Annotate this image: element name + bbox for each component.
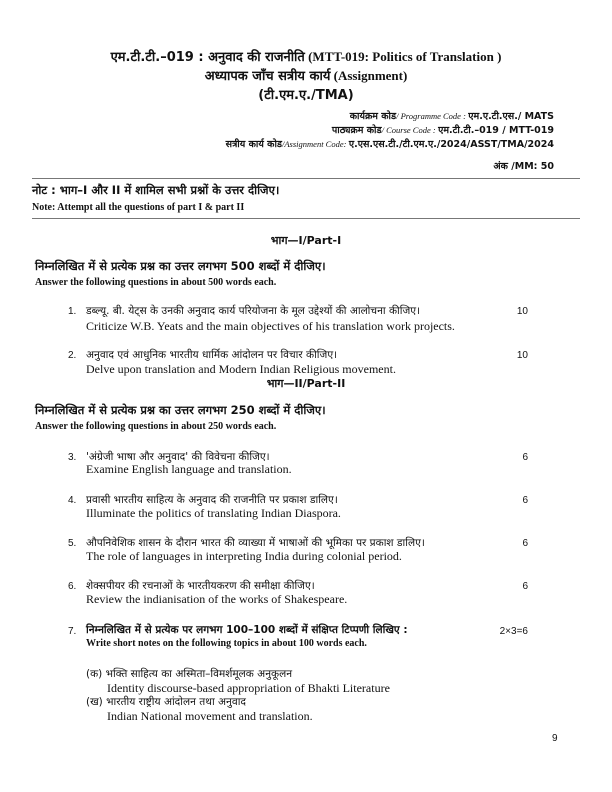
question-english: Delve upon translation and Modern Indian Religious movement.	[86, 362, 396, 376]
question-marks: 10	[516, 350, 528, 361]
question-number: 6.	[68, 581, 77, 592]
question-hindi: 'अंग्रेजी भाषा और अनुवाद' की विवेचना कीजिए।	[86, 451, 270, 463]
question-number: 2.	[68, 350, 77, 361]
question-number: 1.	[68, 306, 77, 317]
question-marks: 2×3=6	[499, 626, 528, 637]
course-label-english: / Course Code :	[381, 125, 436, 135]
document-title	[0, 47, 612, 65]
assignment-code	[226, 137, 554, 150]
question-marks: 6	[522, 495, 528, 506]
short-note-item-hindi: (क) भक्ति साहित्य का अस्मिता–विमर्शमूलक अनुकूलन	[86, 668, 293, 680]
title-english: (MTT-019: Politics of Translation )	[308, 49, 502, 64]
course-label-hindi: पाठ्यक्रम कोड	[331, 125, 382, 136]
programme-label-english: / Programme Code :	[396, 111, 466, 121]
question-number: 5.	[68, 538, 77, 549]
question-english: Examine English language and translation.	[86, 462, 292, 476]
course-code	[332, 123, 554, 136]
question-english: Illuminate the politics of translating Indian Diaspora.	[86, 506, 341, 520]
assignment-value: ए.एस.एस.टी./टी.एम.ए./2024/ASST/TMA/2024	[348, 139, 554, 150]
course-value: एम.टी.टी.–019 / MTT-019	[438, 125, 554, 136]
part-two-instruction-hindi: निम्नलिखित में से प्रत्येक प्रश्न का उत्तर लगभग 250 शब्दों में दीजिए।	[35, 403, 326, 417]
question-marks: 6	[522, 581, 528, 592]
subtitle-hindi: अध्यापक जाँच सत्रीय कार्य	[204, 69, 331, 84]
programme-label-hindi: कार्यक्रम कोड	[349, 111, 397, 122]
question-number: 3.	[68, 452, 77, 463]
question-number: 7.	[68, 626, 77, 637]
question-hindi: डब्ल्यू. बी. येट्स के उनकी अनुवाद कार्य परियोजना के मूल उद्देश्यों की आलोचना कीजिए।	[86, 305, 421, 317]
short-note-item-hindi: (ख) भारतीय राष्ट्रीय आंदोलन तथा अनुवाद	[86, 696, 246, 708]
divider-bottom	[32, 218, 580, 219]
question-marks: 6	[522, 452, 528, 463]
question-hindi: प्रवासी भारतीय साहित्य के अनुवाद की राजनीति पर प्रकाश डालिए।	[86, 494, 338, 506]
short-note-item-english: Indian National movement and translation.	[107, 709, 313, 723]
short-note-item-english: Identity discourse-based appropriation of Bhakti Literature	[107, 681, 390, 695]
question-number: 4.	[68, 495, 77, 506]
question-hindi: शेक्सपीयर की रचनाओं के भारतीयकरण की समीक्षा कीजिए।	[86, 580, 315, 592]
assignment-label-english: /Assignment Code:	[282, 139, 347, 149]
programme-code	[350, 109, 554, 122]
subtitle-english: (Assignment)	[333, 68, 408, 83]
question-english: Review the indianisation of the works of Shakespeare.	[86, 592, 348, 606]
part-one-instruction-english: Answer the following questions in about 500 words each.	[35, 277, 277, 288]
note-hindi: नोट : भाग–I और II में शामिल सभी प्रश्नों के उत्तर दीजिए।	[32, 183, 280, 197]
question-english: Criticize W.B. Yeats and the main objectives of his translation work projects.	[86, 319, 455, 333]
divider-top	[32, 178, 580, 179]
note-english: Note: Attempt all the questions of part I & part II	[32, 202, 245, 213]
question-english: The role of languages in interpreting India during colonial period.	[86, 549, 402, 563]
assignment-label-hindi: सत्रीय कार्य कोड	[225, 139, 282, 150]
question-hindi: अनुवाद एवं आधुनिक भारतीय धार्मिक आंदोलन पर विचार कीजिए।	[86, 349, 338, 361]
document-subtitle	[0, 66, 612, 84]
part-two-heading: भाग—II/Part-II	[266, 377, 346, 390]
title-hindi: एम.टी.टी.–019 : अनुवाद की राजनीति	[110, 50, 305, 65]
programme-value: एम.ए.टी.एस./ MATS	[468, 111, 554, 122]
part-one-instruction-hindi: निम्नलिखित में से प्रत्येक प्रश्न का उत्तर लगभग 500 शब्दों में दीजिए।	[35, 259, 326, 273]
question-hindi: औपनिवेशिक शासन के दौरान भारत की व्याख्या में भाषाओं की भूमिका पर प्रकाश डालिए।	[86, 537, 425, 549]
question-english: Write short notes on the following topics in about 100 words each.	[86, 638, 367, 649]
tma-label: (टी.एम.ए./TMA)	[258, 88, 354, 103]
question-marks: 10	[516, 306, 528, 317]
question-marks: 6	[522, 538, 528, 549]
maximum-marks: अंक /MM: 50	[493, 161, 554, 172]
page-number: 9	[552, 733, 558, 744]
part-one-heading: भाग—I/Part-I	[270, 234, 342, 247]
question-hindi: निम्नलिखित में से प्रत्येक पर लगभग 100–100 शब्दों में संक्षिप्त टिप्पणी लिखिए :	[86, 624, 408, 636]
part-two-instruction-english: Answer the following questions in about 250 words each.	[35, 421, 277, 432]
